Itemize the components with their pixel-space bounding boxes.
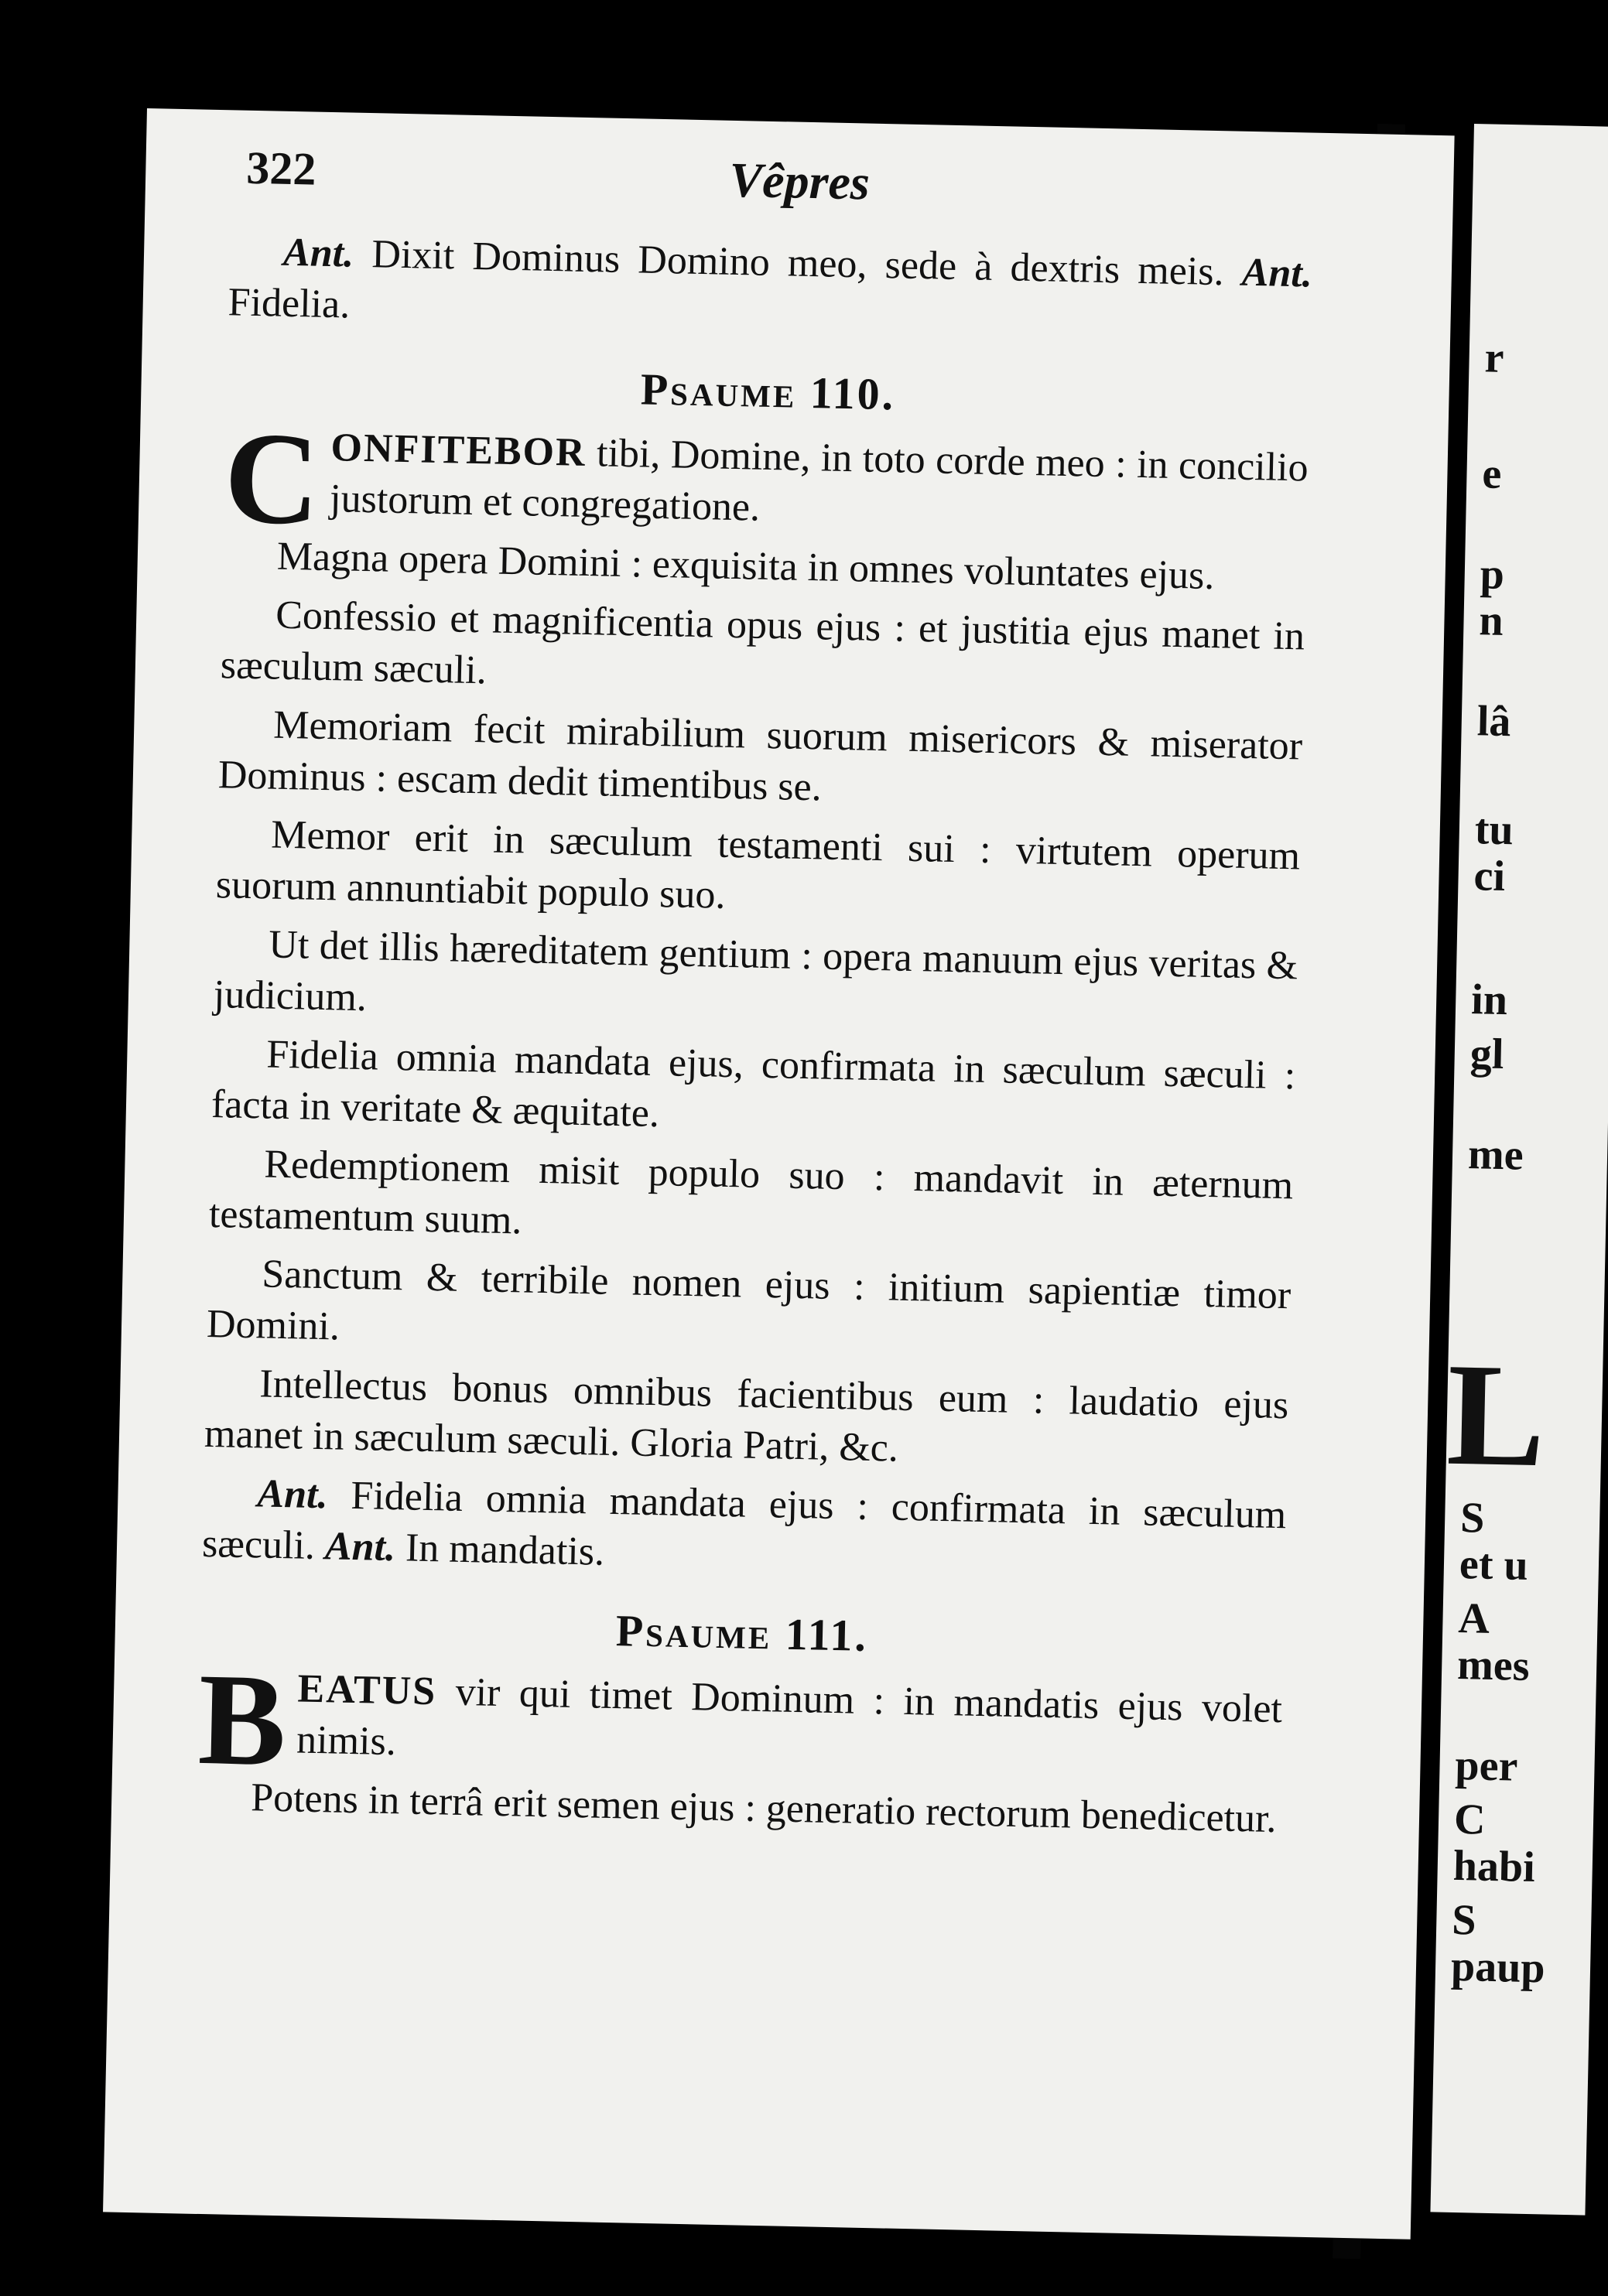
psalm-verse: Confessio et magnificentia opus ejus : et justitia ejus manet in sæculum sæculi. xyxy=(220,593,1305,693)
facing-page xyxy=(1430,124,1608,2216)
verse-opening-caps: ONFITEBOR xyxy=(330,425,587,475)
facing-fragment: n xyxy=(1478,596,1504,645)
facing-fragment: lâ xyxy=(1476,697,1512,747)
psalm-verse: Redemptionem misit populo suo : mandavit in æternum testamentum suum. xyxy=(208,1142,1294,1243)
facing-fragment: per xyxy=(1454,1741,1519,1791)
facing-fragment: habi xyxy=(1452,1841,1536,1892)
psalm-verse xyxy=(223,405,1309,552)
facing-fragment: gl xyxy=(1469,1030,1505,1079)
antiphon-text: In mandatis. xyxy=(405,1526,605,1574)
facing-fragment: C xyxy=(1453,1795,1487,1844)
psalm-verse: Fidelia omnia mandata ejus, confirmata in sæculum sæculi : facta in veritate & æquitate. xyxy=(210,1032,1296,1136)
closing-antiphon xyxy=(201,1467,1286,1592)
antiphon-text: Fidelia omnia mandata ejus : confirmata in sæculum sæculi. xyxy=(201,1473,1287,1568)
psalm-verse: Intellectus bonus omnibus facientibus eum : laudatio ejus manet in sæculum sæculi. Gloria Patri, &c. xyxy=(204,1362,1289,1471)
facing-fragment: S xyxy=(1459,1494,1486,1543)
facing-fragment: me xyxy=(1467,1130,1524,1180)
facing-fragment: tu xyxy=(1474,805,1514,855)
psalm-verse: Ut det illis hæreditatem gentium : opera manuum ejus veritas & judicium. xyxy=(213,922,1298,1020)
opening-antiphon xyxy=(228,226,1312,350)
facing-fragment: p xyxy=(1480,550,1505,599)
running-title: Vêpres xyxy=(728,152,871,210)
ant-label: Ant. xyxy=(256,1471,329,1518)
antiphon-text: Dixit Dominus Domino meo, sede à dextris meis. xyxy=(371,232,1225,295)
page-body xyxy=(196,226,1312,1853)
facing-fragment: mes xyxy=(1456,1640,1531,1690)
verse-text: tibi, Domine, in toto corde meo : in concilio justorum et congregatione. xyxy=(329,430,1309,530)
page-header xyxy=(245,142,1353,234)
psalm-verse: Memoriam fecit mirabilium suorum misericors & miserator Dominus : escam dedit timentibus se. xyxy=(217,702,1303,810)
facing-fragment: r xyxy=(1484,333,1505,382)
page-number: 322 xyxy=(245,142,317,195)
facing-fragment: S xyxy=(1451,1895,1477,1945)
facing-fragment: paup xyxy=(1450,1942,1546,1993)
psalm-verse: Magna opera Domini : exquisita in omnes voluntates ejus. xyxy=(276,534,1215,599)
psalm-verse: Potens in terrâ erit semen ejus : generatio rectorum benedicetur. xyxy=(250,1775,1278,1842)
psalm-title: Psaume 111. xyxy=(615,1605,869,1661)
drop-cap: B xyxy=(197,1645,288,1794)
psalm-verse: Sanctum & terribile nomen ejus : initium sapientiæ timor Domini. xyxy=(206,1252,1292,1349)
ant-label: Ant. xyxy=(324,1524,396,1570)
psalm-verse xyxy=(197,1645,1283,1794)
ant-label: Ant. xyxy=(1241,250,1313,296)
psalm-verse: Memor erit in sæculum testamenti sui : virtutem operum suorum annuntiabit populo suo. xyxy=(215,812,1301,917)
verse-opening-caps: EATUS xyxy=(297,1666,437,1714)
facing-fragment: et u xyxy=(1459,1540,1529,1590)
facing-dropcap: L xyxy=(1445,1333,1547,1498)
psalm-title: Psaume 110. xyxy=(640,364,896,420)
facing-fragment: A xyxy=(1457,1594,1490,1643)
verse-text: vir qui timet Dominum : in mandatis ejus volet nimis. xyxy=(296,1669,1283,1765)
facing-fragment: e xyxy=(1481,449,1503,498)
book-page xyxy=(103,108,1455,2240)
facing-fragment: ci xyxy=(1473,852,1506,901)
facing-fragment: in xyxy=(1470,975,1508,1025)
antiphon-text: Fidelia. xyxy=(228,280,351,327)
ant-label: Ant. xyxy=(282,230,354,276)
drop-cap: C xyxy=(223,405,321,552)
